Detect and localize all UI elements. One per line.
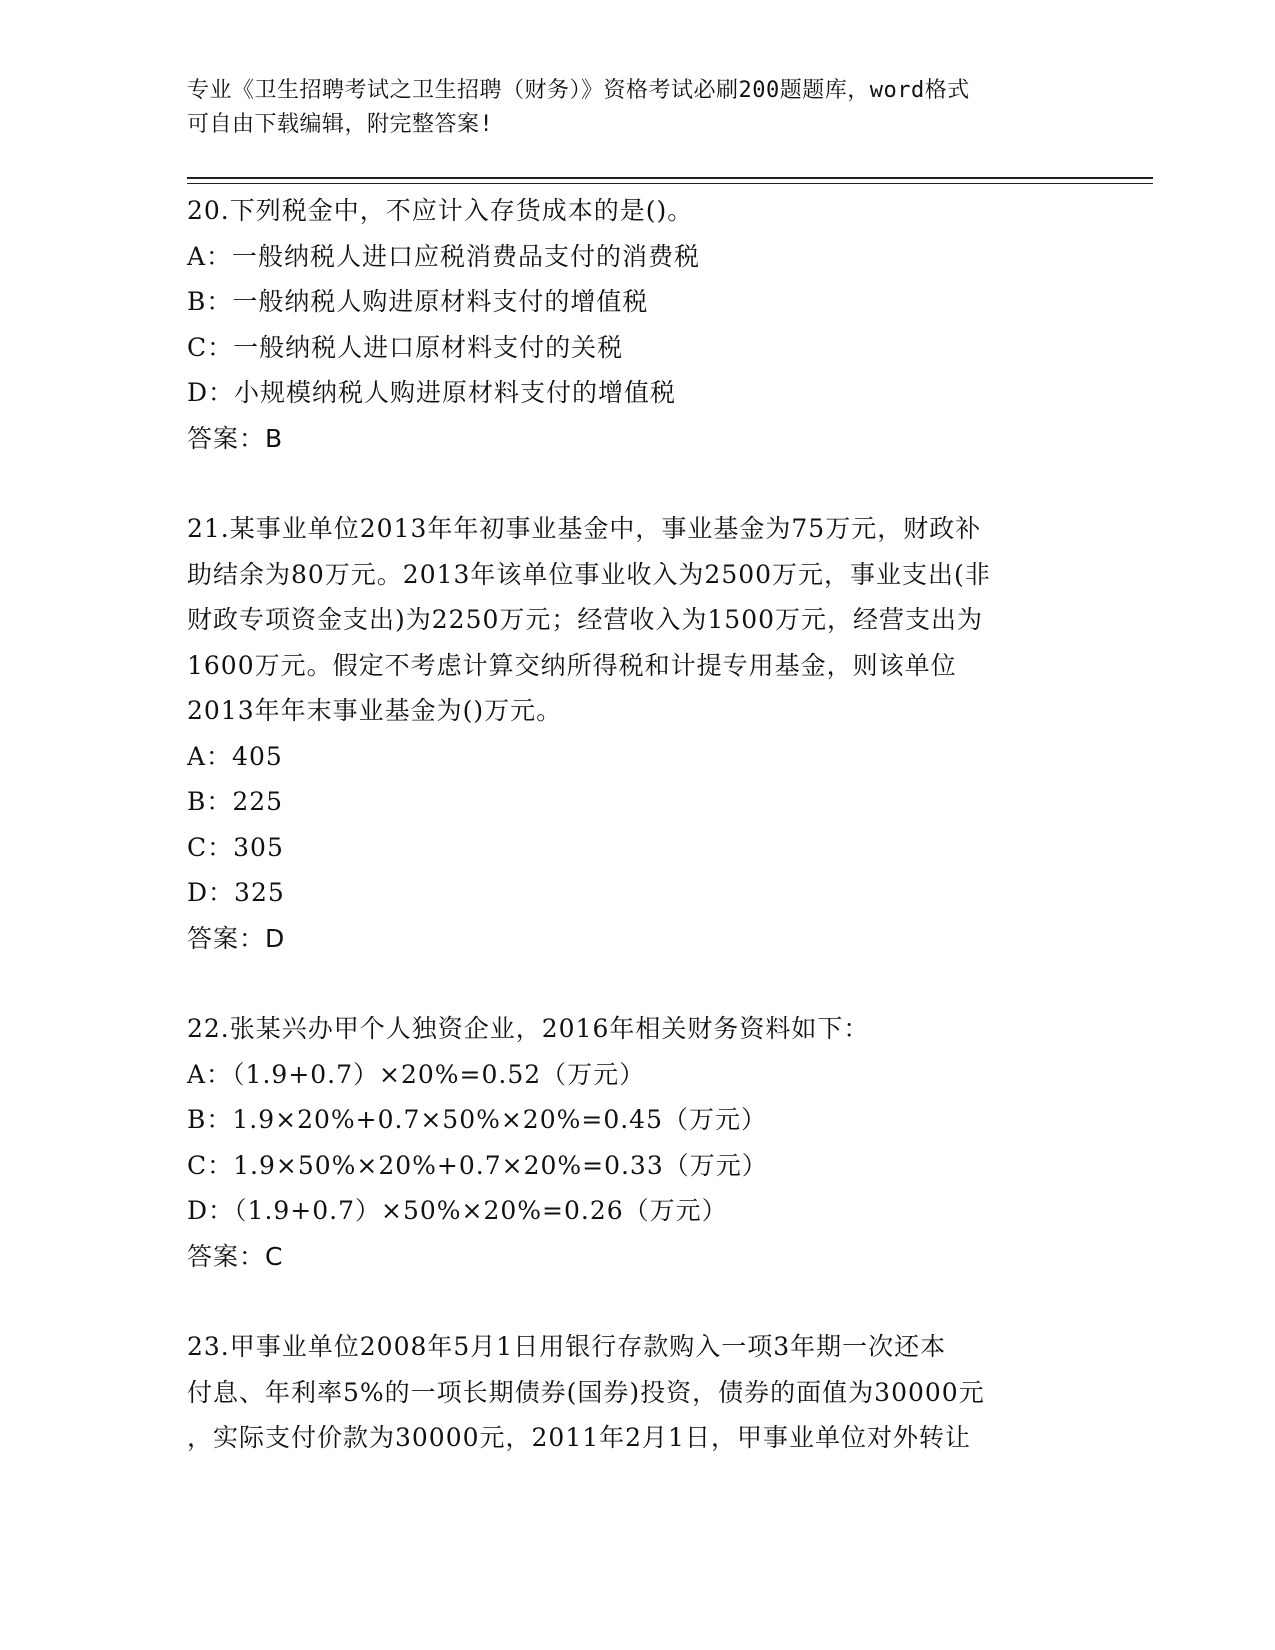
option-a: A：405 — [187, 741, 283, 771]
document-header — [187, 74, 1087, 142]
question-stem-line: 1600万元。假定不考虑计算交纳所得税和计提专用基金，则该单位 — [187, 650, 957, 680]
header-line-2: 可自由下载编辑，附完整答案! — [187, 112, 494, 137]
option-d: D：325 — [187, 878, 285, 907]
answer: 答案：C — [187, 1241, 284, 1271]
header-divider-thick — [187, 177, 1153, 179]
question-stem-line: 助结余为80万元。2013年该单位事业收入为2500万元，事业支出(非 — [187, 559, 991, 589]
question-stem-line: 21.某事业单位2013年年初事业基金中，事业基金为75万元，财政补 — [187, 514, 982, 543]
option-b: B：1.9×20%+0.7×50%×20%=0.45（万元） — [187, 1105, 767, 1134]
question-23 — [187, 1324, 1087, 1461]
question-20 — [187, 188, 1087, 461]
question-stem: 22.张某兴办甲个人独资企业，2016年相关财务资料如下： — [187, 1014, 870, 1043]
option-a: A：一般纳税人进口应税消费品支付的消费税 — [187, 241, 701, 271]
option-b: B：一般纳税人购进原材料支付的增值税 — [187, 287, 649, 316]
option-b: B：225 — [187, 787, 284, 816]
question-stem-line: 付息、年利率5%的一项长期债券(国券)投资，债券的面值为30000元 — [187, 1377, 985, 1407]
questions-container — [187, 188, 1087, 1461]
question-stem-line: 23.甲事业单位2008年5月1日用银行存款购入一项3年期一次还本 — [187, 1332, 947, 1361]
answer: 答案：D — [187, 923, 286, 953]
question-21 — [187, 506, 1087, 961]
header-divider-thin — [187, 183, 1153, 184]
question-stem-line: ，实际支付价款为30000元，2011年2月1日，甲事业单位对外转让 — [187, 1423, 971, 1452]
header-line-1: 专业《卫生招聘考试之卫生招聘（财务）》资格考试必刷200题题库，word格式 — [187, 78, 970, 103]
question-22 — [187, 1006, 1087, 1279]
option-d: D：（1.9+0.7）×50%×20%=0.26（万元） — [187, 1196, 728, 1225]
option-c: C：一般纳税人进口原材料支付的关税 — [187, 332, 624, 362]
option-c: C：1.9×50%×20%+0.7×20%=0.33（万元） — [187, 1150, 768, 1180]
answer: 答案：B — [187, 423, 284, 453]
question-stem-line: 2013年年末事业基金为()万元。 — [187, 696, 563, 725]
option-d: D：小规模纳税人购进原材料支付的增值税 — [187, 378, 677, 407]
option-c: C：305 — [187, 832, 284, 862]
question-stem-line: 财政专项资金支出)为2250万元；经营收入为1500万元，经营支出为 — [187, 605, 984, 634]
option-a: A：（1.9+0.7）×20%=0.52（万元） — [187, 1059, 646, 1089]
question-stem: 20.下列税金中，不应计入存货成本的是()。 — [187, 196, 694, 225]
